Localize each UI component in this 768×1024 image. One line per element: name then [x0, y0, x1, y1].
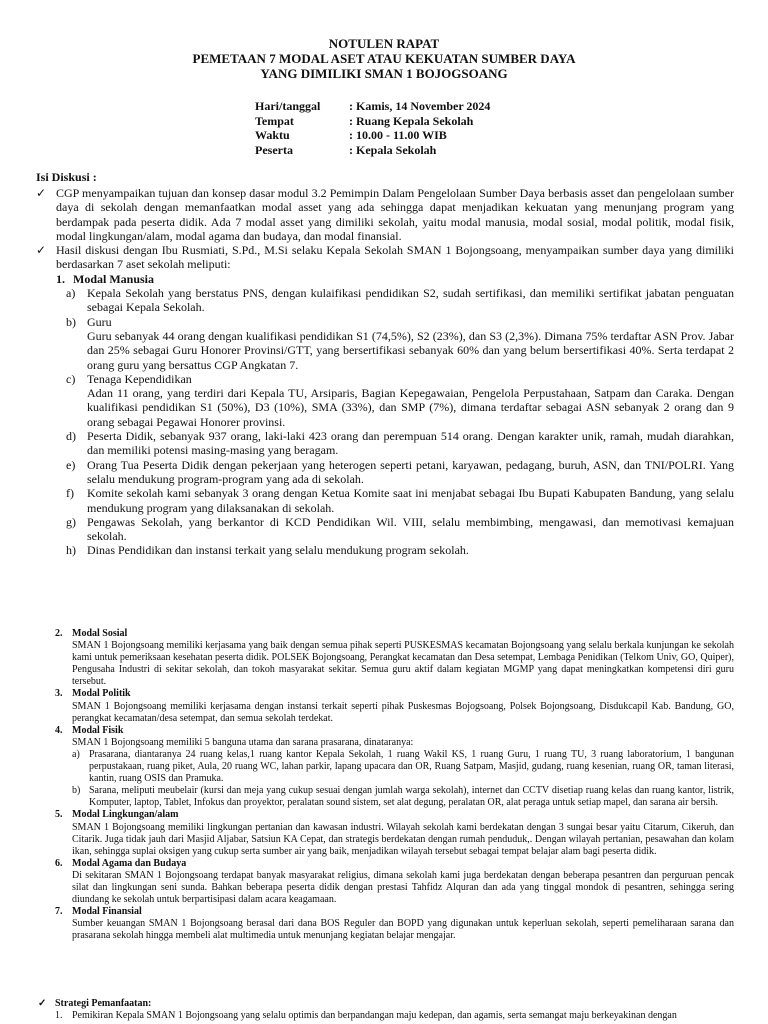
- item-letter: b): [72, 785, 81, 797]
- section-title: Modal Manusia: [73, 271, 155, 286]
- meta-key: Tempat: [255, 113, 294, 128]
- item-text: Komite sekolah kami sebanyak 3 orang dengan Ketua Komite saat ini menjabat sebagai Ibu Bupati Kabupaten Bandung, yang selalu mendukung program yang dilaksanakan di sekolah.: [87, 486, 734, 515]
- section-title: Modal Agama dan Budaya: [72, 857, 187, 869]
- item-letter: c): [66, 371, 76, 386]
- document-title: [0, 36, 768, 81]
- item-number: 1.: [55, 1010, 63, 1022]
- section-number: 6.: [55, 857, 63, 869]
- section-body: [72, 858, 734, 906]
- item-text: Prasarana, diantaranya 24 ruang kelas,1 ruang kantor Kepala Sekolah, 1 ruang Wakil KS, 1 ruang Guru, 1 ruang TU, 3 ruang laboratorium, 1 bangunan perpustakaan, ruang piket, Aula, 20 ruang WC, lahan parkir, lapang upacara dan OR, Ruang Satpam, Masjid, gudang, ruang kesenian, ruang OR, taman literasi, kantin, ruang OSIS dan Pramuka.: [89, 748, 734, 785]
- section-number: 7.: [55, 906, 63, 918]
- strategy-title: Strategi Pemanfaatan:: [55, 998, 152, 1009]
- section-modal-sosial: [55, 628, 734, 688]
- item-text: Tenaga Kependidikan: [87, 371, 192, 386]
- title-line-3: YANG DIMILIKI SMAN 1 BOJOGSOANG: [260, 66, 508, 81]
- list-item: [66, 458, 734, 487]
- strategy-heading: [38, 998, 734, 1010]
- section-number: 3.: [55, 688, 63, 700]
- item-letter: b): [66, 314, 76, 329]
- section-number: 1.: [56, 271, 65, 286]
- list-item: [72, 749, 734, 785]
- section-text: SMAN 1 Bojongsoang memiliki kerjasama dengan instansi terkait seperti pihak Puskesmas Bojogsoang, Polsek Bojongsoang, Disdukcapil Kab. Bandung, GO, perangkat kecamatan/desa setempat, dan semua sekolah terdekat.: [72, 700, 734, 724]
- section-modal-manusia: [56, 272, 734, 286]
- title-line-1: NOTULEN RAPAT: [328, 36, 440, 51]
- meta-value: : Ruang Kepala Sekolah: [349, 113, 474, 128]
- bullet-item: [36, 243, 734, 272]
- section-text: SMAN 1 Bojongsoang memiliki lingkungan pertanian dan kawasan industri. Wilayah sekolah kami berdekatan dengan 3 sungai besar yaitu Citarum, Cikeruh, dan Citarik. Juga tidak jauh dari Masjid Aljabar, Satsiun KA Cepat, dan strategis berdekatan dengan rumah penduduk,. Dengan wilayah pertanian, pesawahan dan kolam ikan, sehingga suplai oksigen yang cukup serta sumber air yang baik, menjadikan wilayah tersebut sebagai tempat belajar alam bagi peserta didik.: [72, 821, 734, 857]
- item-letter: d): [66, 429, 76, 444]
- item-detail: Guru sebanyak 44 orang dengan kualifikasi pendidikan S1 (74,5%), S2 (23%), dan S3 (2,3%). Dimana 75% terdaftar ASN Prov. Jabar dan 25% sebagai Guru Honorer Provinsi/GTT, yang bersertifikasi sebanyak 60% dan yang belum bersertifikasi 40%. Serta terdapat 2 orang guru yang bersattus CGP Angkatan 7.: [87, 328, 734, 372]
- section-number: 4.: [55, 724, 63, 736]
- meta-row-date: [255, 99, 490, 114]
- section-text: SMAN 1 Bojongsoang memiliki 5 banguna utama dan sarana prasarana, dinataranya:: [72, 736, 414, 748]
- strategy-item: [55, 1010, 734, 1022]
- section-body: [72, 809, 734, 857]
- item-text: Orang Tua Peserta Didik dengan pekerjaan yang heterogen seperti petani, karyawan, pedagang, buruh, ASN, dan TNI/POLRI. Yang selalu mendukung program-program yang ada di sekolah.: [87, 457, 734, 486]
- discussion-heading: Isi Diskusi :: [36, 170, 97, 184]
- checkmark-icon: ✓: [36, 243, 47, 258]
- list-item: [66, 543, 734, 557]
- list-item: [66, 315, 734, 372]
- section-body: [72, 725, 734, 810]
- section-title: Modal Finansial: [72, 906, 142, 918]
- section-modal-finansial: [55, 906, 734, 942]
- section-number: 5.: [55, 809, 63, 821]
- item-letter: e): [66, 457, 76, 472]
- item-text: Dinas Pendidikan dan instansi terkait yang selalu mendukung program sekolah.: [87, 543, 469, 558]
- item-text: Kepala Sekolah yang berstatus PNS, dengan kulaifikasi pendidikan S2, sudah sertifikasi, dan memiliki sertifikat jabatan penguatan sebagai Kepala Sekolah.: [87, 286, 734, 315]
- item-body: [87, 315, 734, 372]
- meta-value: : 10.00 - 11.00 WIB: [349, 128, 447, 142]
- bullet-item: [36, 186, 734, 243]
- item-letter: a): [66, 286, 76, 301]
- meta-key: Peserta: [255, 142, 293, 157]
- section-title: Modal Sosial: [72, 628, 128, 639]
- item-body: [87, 372, 734, 429]
- item-letter: f): [66, 486, 74, 501]
- meta-row-participant: [255, 143, 490, 158]
- meeting-info: [255, 99, 490, 157]
- section-modal-agama: [55, 858, 734, 906]
- section-text: Di sekitaran SMAN 1 Bojongsoang terdapat banyak masyarakat religius, dimana sekolah kami juga berdekatan dengan beberapa pesantren dan perguruan pencak silat dan lingkungan seni sunda. Bahkan beberapa peserta didik dengan prestasi Tahfidz Alquran dan ada yang tinggal mondok di pesantren, sehingga sering diundang ke sekolah untuk berpartisipasi dalam acara keagamaan.: [72, 869, 734, 906]
- checkmark-icon: ✓: [38, 998, 47, 1009]
- strategy-section: [38, 998, 734, 1022]
- section-title: Modal Lingkungan/alam: [72, 809, 179, 821]
- item-text: Sarana, meliputi meubelair (kursi dan meja yang cukup sesuai dengan jumlah warga sekolah), internet dan CCTV disetiap ruang kelas dan ruang kantor, listrik, Komputer, laptop, Tablet, Infokus dan proyektor, peralatan sound sistem, set alat degung, peralatan OR, alat peraga untuk setiap mapel, dan sarana air bersih.: [89, 785, 734, 809]
- section-modal-fisik: [55, 725, 734, 810]
- item-text: Peserta Didik, sebanyak 937 orang, laki-laki 423 orang dan perempuan 514 orang. Dengan karakter unik, ramah, mudah diarahkan, dan memiliki potensi masing-masing yang beragam.: [87, 429, 734, 458]
- section-modal-politik: [55, 688, 734, 724]
- section-text: SMAN 1 Bojongsoang memiliki kerjasama yang baik dengan semua pihak seperti PUSKESMAS kecamatan Bojongsoang yang selalu berkala kunjungan ke sekolah kami untuk pemeriksaan kesehatan peserta didik. POLSEK Bojongsoang, Perangkat kecamatan dan Desa setempat, Lembaga Penidikan (Telkom Univ, GO, Quiper), Pengusaha Industri di sekitar sekolah, dan tokoh masyarakat sekitar. Semua guru aktif dalam kegiatan MGMP yang dapat meningkatkan kompetensi diri guru tersebut.: [72, 640, 734, 688]
- list-item: [66, 429, 734, 458]
- section-body: [72, 688, 734, 724]
- section-body: [72, 906, 734, 942]
- meta-row-place: [255, 114, 490, 129]
- section-modal-alam: [55, 809, 734, 857]
- meta-key: Hari/tanggal: [255, 99, 321, 113]
- meta-value: : Kepala Sekolah: [349, 142, 437, 157]
- modal-sections: [55, 628, 734, 942]
- item-text: Pengawas Sekolah, yang berkantor di KCD Pendidikan Wil. VIII, selalu membimbing, mengawasi, dan memotivasi kemajuan sekolah.: [87, 514, 734, 544]
- item-text: Pemikiran Kepala SMAN 1 Bojongsoang yang selalu optimis dan berpandangan maju kedepan, dan agamis, serta semangat maju berkeyakinan dengan: [72, 1010, 677, 1022]
- item-letter: a): [72, 748, 80, 760]
- item-letter: h): [66, 543, 76, 558]
- meta-key: Waktu: [255, 128, 290, 142]
- discussion-content: [36, 186, 734, 558]
- list-item: [66, 372, 734, 429]
- item-detail: Adan 11 orang, yang terdiri dari Kepala TU, Arsiparis, Bagian Kepegawaian, Pengelola Perpustahaan, Satpam dan Caraka. Dengan kualifikasi pendidikan S1 (50%), D3 (10%), SMA (33%), dan SMP (7%), dimana terdaftar sebagai ASN sebanyak 2 orang dan 9 orang sebagai Pegawai Honorer provinsi.: [87, 386, 734, 429]
- checkmark-icon: ✓: [36, 186, 47, 200]
- section-text: Sumber keuangan SMAN 1 Bojongsoang berasal dari dana BOS Reguler dan BOPD yang digunakan untuk keperluan sekolah, seperti pemeliharaan sarana dan prasarana sekolah hingga membeli alat multimedia untuk menunjang kegiatan belajar mengajar.: [72, 918, 734, 942]
- list-item: [66, 515, 734, 544]
- item-letter: g): [66, 514, 76, 529]
- meta-row-time: [255, 128, 490, 143]
- list-item: [66, 486, 734, 515]
- section-body: [72, 628, 734, 688]
- list-item: [72, 785, 734, 809]
- section-title: Modal Fisik: [72, 724, 124, 736]
- meta-value: : Kamis, 14 November 2024: [349, 99, 491, 113]
- title-line-2: PEMETAAN 7 MODAL ASET ATAU KEKUATAN SUMBER DAYA: [192, 51, 576, 66]
- bullet-text: Hasil diskusi dengan Ibu Rusmiati, S.Pd., M.Si selaku Kepala Sekolah SMAN 1 Bojongsoang, menyampaikan sumber daya yang dimiliki berdasarkan 7 aset sekolah meliputi:: [56, 243, 734, 272]
- item-text: Guru: [87, 314, 112, 329]
- list-item: [66, 286, 734, 315]
- section-title: Modal Politik: [72, 688, 131, 700]
- section-number: 2.: [55, 628, 63, 639]
- bullet-text: CGP menyampaikan tujuan dan konsep dasar modul 3.2 Pemimpin Dalam Pengelolaan Sumber Daya berbasis asset dan pengelolaan sumber daya di sekolah dengan memanfaatkan modal asset yang ada sehingga dapat menjadikan kekuatan yang menunjang program yang berdampak pada peserta didik. Ada 7 modal asset yang dimiliki sekolah, yaitu modal manusia, modal sosial, modal politik, modal fisik, modal lingkungan/alam, modal agama dan budaya, dan modal finansial.: [56, 186, 734, 243]
